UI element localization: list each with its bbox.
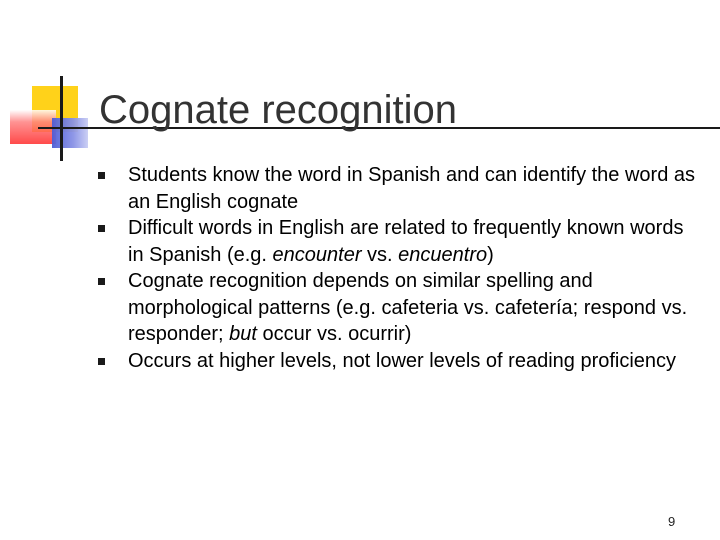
bullet-text: Students know the word in Spanish and can identify the word as an English cognate [128, 164, 696, 213]
bullet-item [96, 268, 696, 348]
bullet-text: Cognate recognition depends on similar spelling and morphological patterns (e.g. cafeteria vs. cafetería; respond vs. responder; [128, 270, 688, 345]
blue-square-decoration [52, 118, 88, 148]
vertical-rule [60, 76, 63, 161]
bullet-item [96, 215, 696, 268]
square-bullet-icon [98, 225, 105, 232]
bullet-emphasis: encuentro [398, 243, 488, 266]
bullet-text: ) [487, 243, 494, 266]
bullet-text: Difficult words in English are related to frequently known words in Spanish (e.g. [128, 217, 684, 266]
bullet-text: occur vs. ocurrir) [256, 323, 412, 345]
bullet-emphasis: encounter [272, 243, 362, 266]
square-bullet-icon [98, 278, 105, 285]
bullet-item [96, 162, 696, 215]
bullet-item [96, 348, 696, 375]
bullet-text: vs. [361, 243, 399, 266]
bullet-text: Occurs at higher levels, not lower levels of reading proficiency [128, 349, 677, 372]
slide-title: Cognate recognition [99, 88, 458, 132]
bullet-emphasis: but [229, 323, 257, 345]
page-number: 9 [668, 514, 676, 529]
bullet-list [96, 162, 696, 374]
square-bullet-icon [98, 172, 105, 179]
square-bullet-icon [98, 358, 105, 365]
